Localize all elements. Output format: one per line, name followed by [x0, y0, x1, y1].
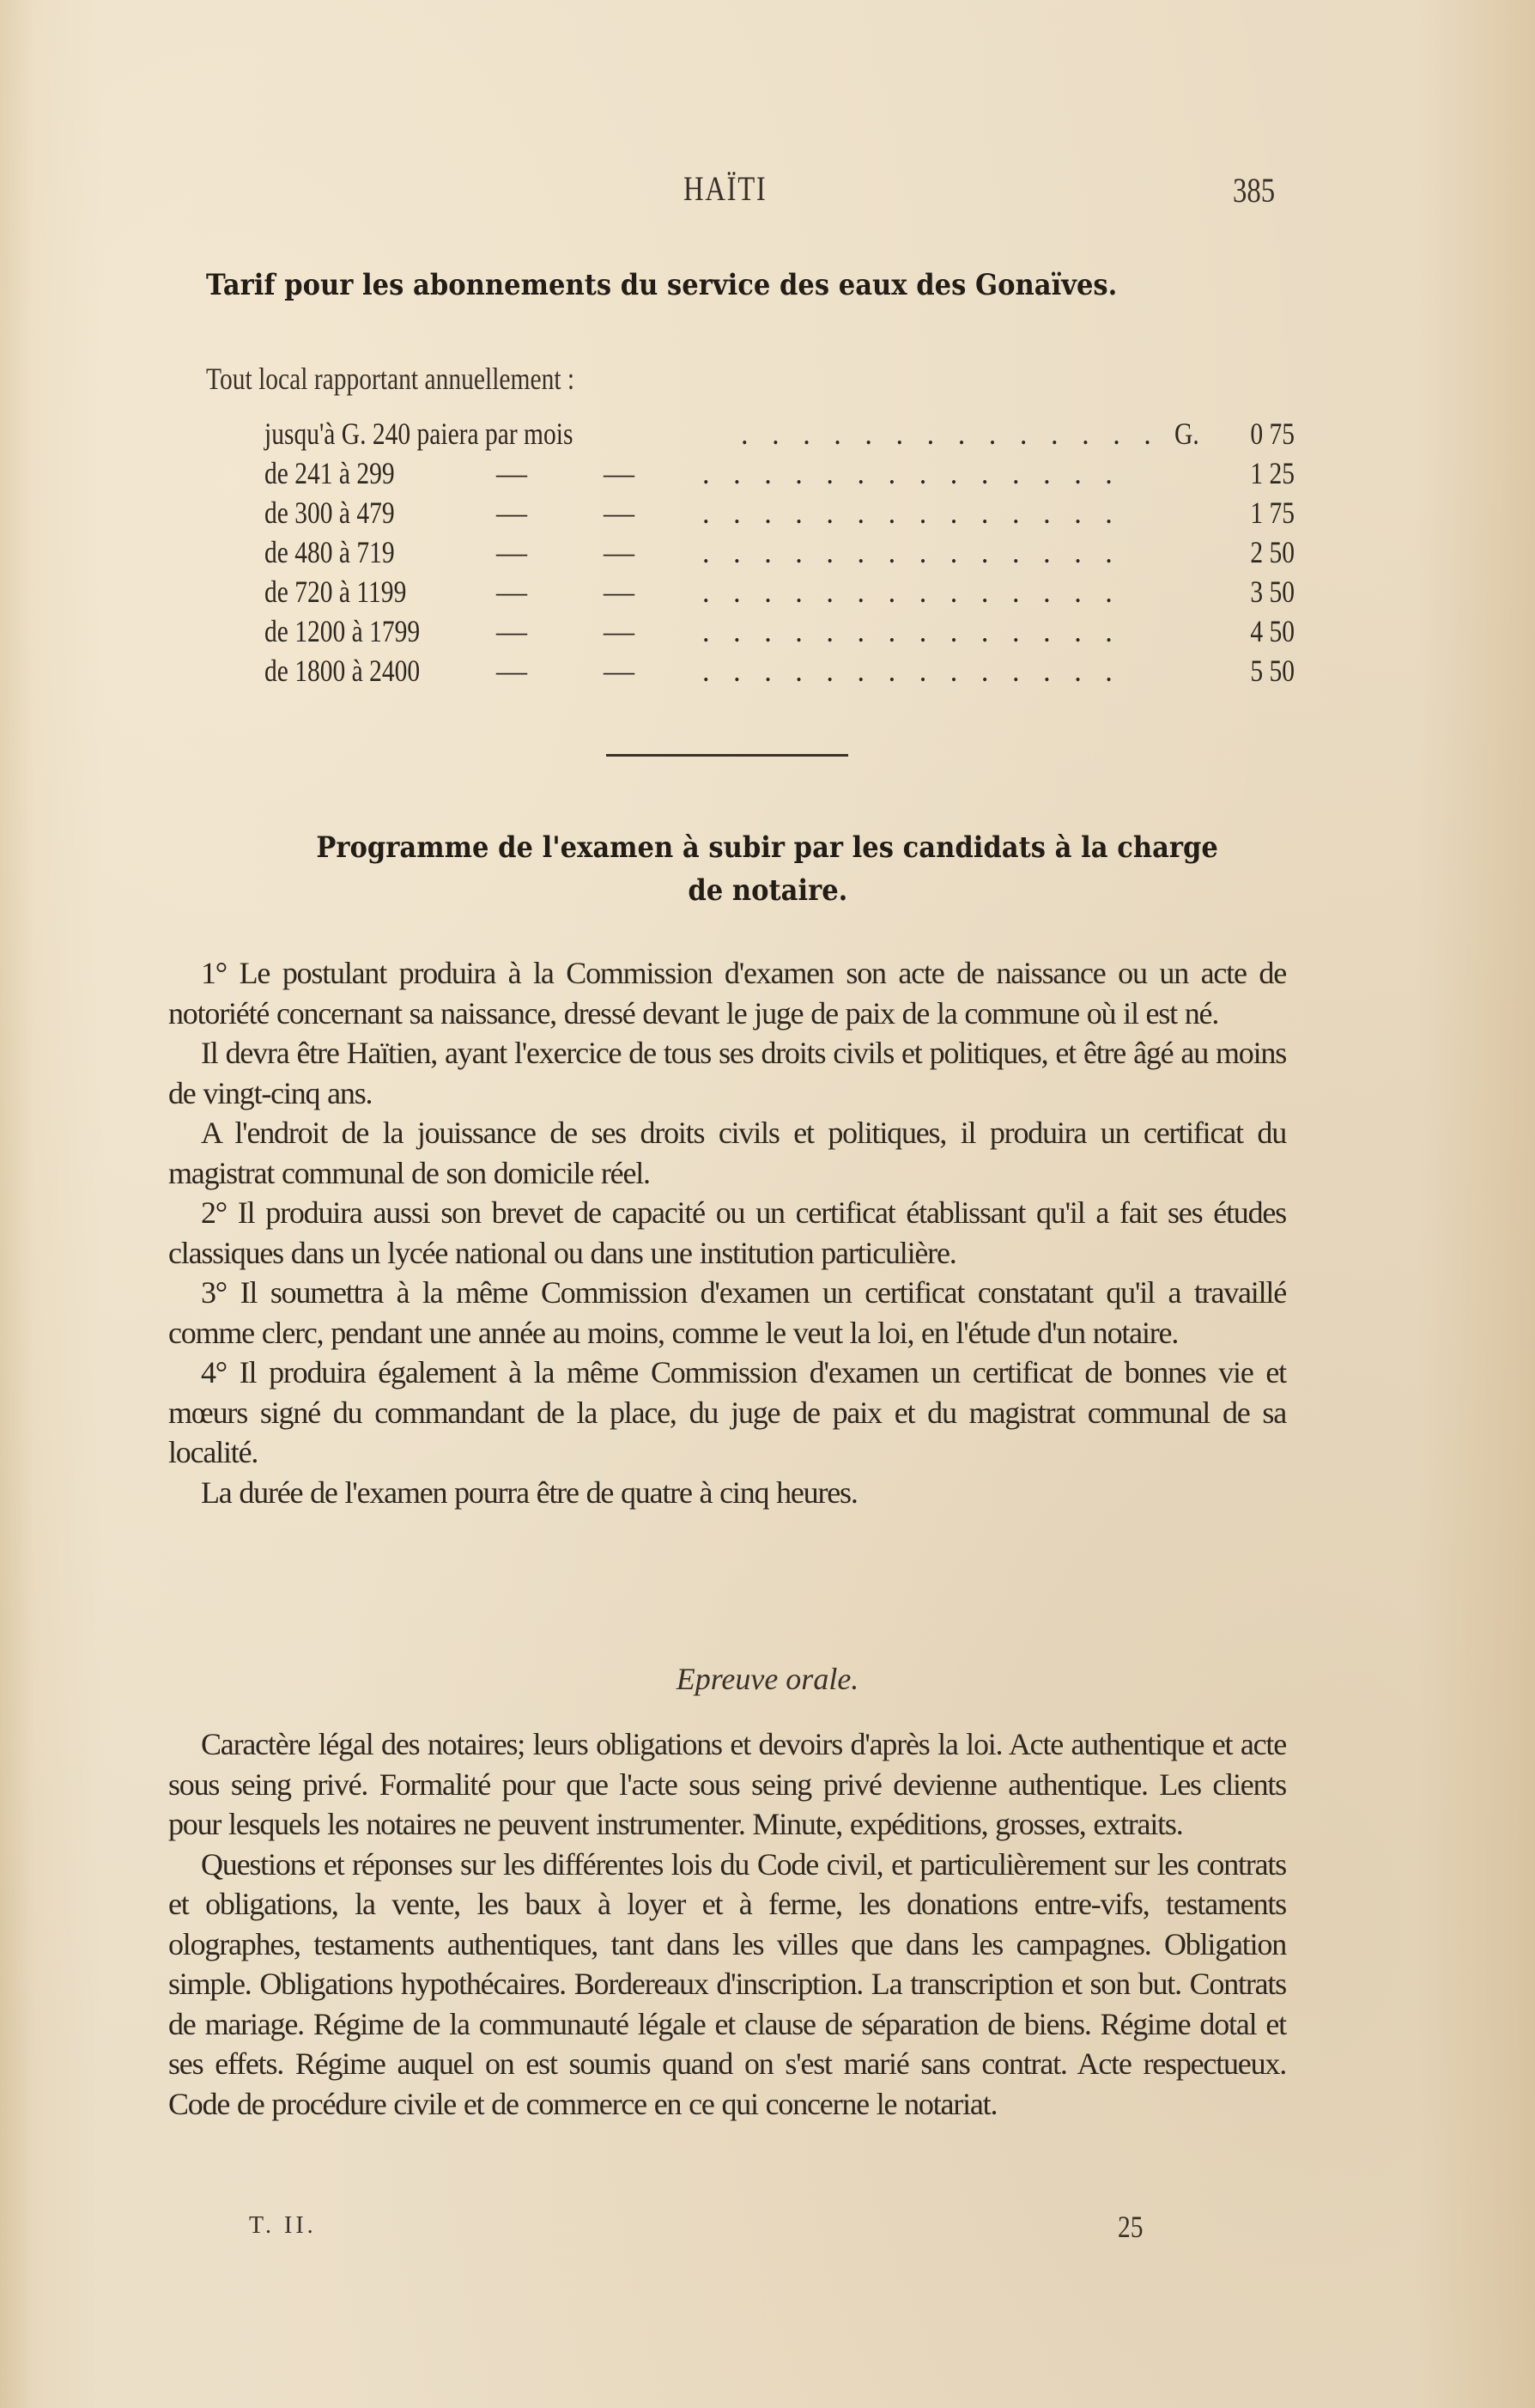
paragraph: Caractère légal des notaires; leurs obligations et devoirs d'après la loi. Acte authentique et acte sous seing privé. Formalité pour que l'acte sous seing privé devienne authentique. Les clients pour lesquels les notaires ne peuvent instrumenter. Minute, expéditions, grosses, extraits. [168, 1727, 1286, 1841]
tariff-amount: 0 75 [1250, 417, 1295, 451]
running-title: HAÏTI [683, 169, 768, 208]
paragraph: A l'endroit de la jouissance de ses droits civils et politiques, il produira un certificat du magistrat communal de son domicile réel. [168, 1116, 1286, 1190]
tariff-row [264, 534, 1295, 574]
paragraph: 4° Il produira également à la même Commission d'examen un certificat de bonnes vie et mœurs signé du commandant de la place, du juge de paix et du magistrat communal de sa localité. [168, 1355, 1286, 1469]
paragraph: Questions et réponses sur les différentes lois du Code civil, et particulièrement sur les contrats et obligations, la vente, les baux à loyer et à ferme, les donations entre-vifs, testaments olographes, testaments authentiques, tant dans les villes que dans les campagnes. Obligation simple. Obligations hypothécaires. Bordereaux d'inscription. La transcription et son but. Contrats de mariage. Régime de la communauté légale et clause de séparation de biens. Régime dotal et ses effets. Régime auquel on est soumis quand on s'est marié sans contrat. Acte respectueux. Code de procédure civile et de commerce en ce qui concerne le notariat. [168, 1846, 1286, 2121]
tariff-amount: 5 50 [1250, 654, 1295, 688]
dot-leader: . . . . . . . . . . . . . . [702, 614, 1121, 648]
dot-leader: . . . . . . . . . . . . . . [702, 496, 1121, 530]
exam-heading-line-1: Programme de l'examen à subir par les candidats à la charge [316, 830, 1219, 865]
exam-heading [0, 826, 1535, 912]
tariff-amount: 1 75 [1250, 496, 1295, 530]
tariff-table [264, 416, 1295, 692]
tariff-range: de 1200 à 1799 [264, 614, 421, 648]
exam-heading-line-2: de notaire. [687, 873, 848, 908]
oral-exam-content [168, 1724, 1286, 2124]
ditto-mark: — [496, 456, 527, 490]
tariff-amount: 1 25 [1250, 456, 1295, 490]
volume-mark: T. II. [249, 2212, 317, 2239]
tariff-row [264, 416, 1295, 455]
currency-label: G. [1174, 417, 1199, 451]
exam-requirements [168, 953, 1286, 1512]
tariff-row [264, 653, 1295, 692]
page-number: 385 [1233, 171, 1276, 210]
ditto-mark: — [496, 535, 527, 569]
tariff-heading: Tarif pour les abonnements du service des eaux des Gonaïves. [206, 268, 1118, 302]
ditto-mark: — [496, 575, 527, 609]
paragraph: 3° Il soumettra à la même Commission d'examen un certificat constatant qu'il a travaillé comme clerc, pendant une année au moins, comme le veut la loi, en l'étude d'un notaire. [168, 1275, 1286, 1350]
signature-number: 25 [1118, 2210, 1144, 2244]
paragraph: 1° Le postulant produira à la Commission d'examen son acte de naissance ou un acte de notoriété concernant sa naissance, dressé devant le juge de paix de la commune où il est né. [168, 956, 1286, 1031]
tariff-range: de 300 à 479 [264, 496, 395, 530]
ditto-mark: — [604, 535, 634, 569]
tariff-row [264, 455, 1295, 495]
tariff-row [264, 574, 1295, 613]
ditto-mark: — [496, 654, 527, 688]
dot-leader: . . . . . . . . . . . . . . [702, 654, 1121, 688]
ditto-mark: — [604, 496, 634, 530]
ditto-mark: — [604, 575, 634, 609]
tariff-range: de 241 à 299 [264, 456, 395, 490]
tariff-row [264, 613, 1295, 653]
paragraph: Il devra être Haïtien, ayant l'exercice de tous ses droits civils et politiques, et être âgé au moins de vingt-cinq ans. [168, 1036, 1286, 1110]
running-head [0, 168, 1535, 211]
page-footer [0, 2209, 1535, 2243]
tariff-range: de 480 à 719 [264, 535, 395, 569]
ditto-mark: — [604, 456, 634, 490]
tariff-amount: 2 50 [1250, 535, 1295, 569]
oral-exam-heading: Epreuve orale. [676, 1662, 859, 1696]
tariff-row [264, 495, 1295, 534]
tariff-amount: 4 50 [1250, 614, 1295, 648]
paragraph: 2° Il produira aussi son brevet de capacité ou un certificat établissant qu'il a fait ses études classiques dans un lycée national ou dans une institution particulière. [168, 1195, 1286, 1270]
dot-leader: . . . . . . . . . . . . . . [702, 575, 1121, 609]
ditto-mark: — [604, 614, 634, 648]
ditto-mark: — [604, 654, 634, 688]
tariff-intro: Tout local rapportant annuellement : [206, 362, 575, 396]
paragraph: La durée de l'examen pourra être de quatre à cinq heures. [201, 1475, 858, 1510]
ditto-mark: — [496, 614, 527, 648]
tariff-range: de 1800 à 2400 [264, 654, 421, 688]
ditto-mark: — [496, 496, 527, 530]
tariff-range: de 720 à 1199 [264, 575, 407, 609]
dot-leader: . . . . . . . . . . . . . . [702, 535, 1121, 569]
dot-leader: . . . . . . . . . . . . . . [741, 417, 1160, 451]
tariff-amount: 3 50 [1250, 575, 1295, 609]
section-divider [606, 754, 848, 757]
dot-leader: . . . . . . . . . . . . . . [702, 456, 1121, 490]
tariff-range: jusqu'à G. 240 paiera par mois [264, 417, 573, 451]
